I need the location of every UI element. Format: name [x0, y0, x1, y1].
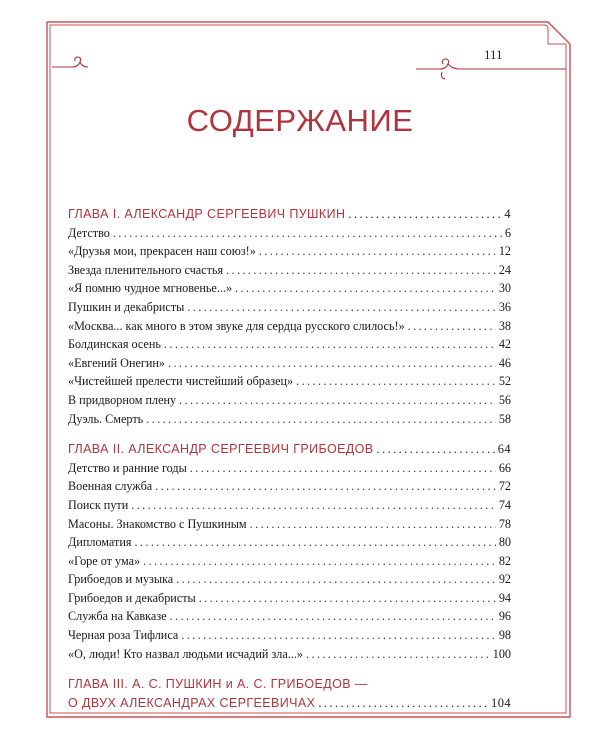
leader-dots	[146, 410, 496, 429]
toc-entry[interactable]	[68, 459, 511, 478]
leader-dots	[170, 607, 496, 626]
chapter-page: 64	[497, 442, 511, 457]
entry-label: «Москва... как много в этом звуке для сердца русского слилось!»	[68, 318, 405, 333]
entry-label: Военная служба	[68, 479, 153, 494]
entry-label: В придворном плену	[68, 392, 177, 407]
toc-entry[interactable]	[68, 552, 511, 571]
toc-chapter-2[interactable]	[68, 440, 511, 459]
entry-label: Грибоедов и музыка	[68, 572, 174, 587]
toc-entry[interactable]	[68, 335, 511, 354]
leader-dots	[235, 279, 496, 298]
entry-label: Пушкин и декабристы	[68, 299, 185, 314]
entry-page: 74	[498, 497, 511, 512]
section-gap	[68, 428, 511, 440]
leader-dots	[181, 626, 496, 645]
toc-entry[interactable]	[68, 242, 511, 261]
entry-page: 38	[498, 318, 511, 333]
leader-dots	[187, 298, 495, 317]
entry-page: 96	[498, 609, 511, 624]
table-of-contents	[68, 205, 511, 712]
entry-label: Дипломатия	[68, 535, 132, 550]
entry-label: «Я помню чудное мгновенье...»	[68, 281, 233, 296]
entry-label: «Евгений Онегин»	[68, 355, 166, 370]
leader-dots	[259, 242, 496, 261]
entry-page: 36	[498, 299, 511, 314]
entry-page: 82	[498, 553, 511, 568]
chapter-page: 4	[504, 207, 511, 221]
entry-page: 80	[498, 535, 511, 550]
entry-page: 24	[498, 262, 511, 277]
entry-page: 46	[498, 355, 511, 370]
entry-label: Масоны. Знакомство с Пушкиным	[68, 516, 247, 531]
toc-chapter-1[interactable]	[68, 205, 511, 224]
leader-dots	[143, 552, 496, 571]
toc-entry[interactable]	[68, 645, 511, 664]
chapter-title-line2: О ДВУХ АЛЕКСАНДРАХ СЕРГЕЕВИЧАХ	[68, 695, 316, 710]
entry-page: 92	[498, 572, 511, 587]
toc-entry[interactable]	[68, 354, 511, 373]
entry-label: Поиск пути	[68, 497, 129, 512]
chapter-title-line1: ГЛАВА III. А. С. ПУШКИН и А. С. ГРИБОЕДОВ —	[68, 677, 368, 692]
leader-dots	[296, 372, 496, 391]
toc-entry[interactable]	[68, 224, 511, 243]
page-number: 111	[484, 47, 503, 62]
toc-entry[interactable]	[68, 372, 511, 391]
toc-entry[interactable]	[68, 589, 511, 608]
entry-page: 72	[498, 479, 511, 494]
leader-dots	[134, 533, 495, 552]
entry-page: 66	[498, 460, 511, 475]
entry-page: 42	[498, 337, 511, 352]
leader-dots	[113, 224, 502, 243]
entry-page: 6	[504, 225, 511, 240]
entry-label: Черная роза Тифлиса	[68, 628, 179, 643]
leader-dots	[199, 589, 496, 608]
leader-dots	[131, 496, 496, 515]
entry-label: «О, люди! Кто назвал людьми исчадий зла...»	[68, 646, 304, 661]
entry-page: 100	[492, 646, 511, 661]
leader-dots	[168, 354, 496, 373]
toc-entry[interactable]	[68, 626, 511, 645]
entry-page: 30	[498, 281, 511, 296]
toc-entry[interactable]	[68, 410, 511, 429]
section-gap	[68, 663, 511, 675]
chapter-title: ГЛАВА I. АЛЕКСАНДР СЕРГЕЕВИЧ ПУШКИН	[68, 207, 346, 221]
toc-entry[interactable]	[68, 261, 511, 280]
entry-page: 52	[498, 374, 511, 389]
toc-chapter-3-line2[interactable]	[68, 694, 511, 713]
entry-label: Детство	[68, 225, 110, 240]
entry-page: 94	[498, 590, 511, 605]
entry-label: «Друзья мои, прекрасен наш союз!»	[68, 244, 256, 259]
entry-label: Болдинская осень	[68, 337, 161, 352]
entry-page: 98	[498, 628, 511, 643]
chapter-title: ГЛАВА II. АЛЕКСАНДР СЕРГЕЕВИЧ ГРИБОЕДОВ	[68, 442, 374, 457]
page-title: СОДЕРЖАНИЕ	[186, 103, 414, 138]
toc-entry[interactable]	[68, 533, 511, 552]
leader-dots	[318, 694, 488, 713]
entry-page: 12	[498, 244, 511, 259]
leader-dots	[190, 459, 496, 478]
entry-page: 58	[498, 411, 511, 426]
toc-chapter-3-line1[interactable]	[68, 675, 511, 694]
leader-dots	[348, 205, 501, 224]
leader-dots	[250, 515, 496, 534]
entry-page: 56	[498, 392, 511, 407]
leader-dots	[176, 570, 496, 589]
toc-entry[interactable]	[68, 496, 511, 515]
toc-entry[interactable]	[68, 607, 511, 626]
toc-entry[interactable]	[68, 570, 511, 589]
leader-dots	[408, 317, 496, 336]
entry-label: Дуэль. Смерть	[68, 411, 144, 426]
left-ornament-icon	[52, 57, 88, 67]
toc-entry[interactable]	[68, 391, 511, 410]
toc-entry[interactable]	[68, 279, 511, 298]
leader-dots	[377, 440, 495, 459]
leader-dots	[306, 645, 490, 664]
toc-entry[interactable]	[68, 317, 511, 336]
leader-dots	[155, 477, 496, 496]
entry-label: Звезда пленительного счастья	[68, 262, 224, 277]
leader-dots	[164, 335, 496, 354]
chapter-page: 104	[491, 695, 511, 710]
entry-page: 78	[498, 516, 511, 531]
entry-label: Грибоедов и декабристы	[68, 590, 196, 605]
toc-entry[interactable]	[68, 515, 511, 534]
entry-label: Детство и ранние годы	[68, 460, 187, 475]
entry-label: «Чистейшей прелести чистейший образец»	[68, 374, 294, 389]
entry-label: «Горе от ума»	[68, 553, 141, 568]
toc-entry[interactable]	[68, 298, 511, 317]
entry-label: Служба на Кавказе	[68, 609, 167, 624]
leader-dots	[226, 261, 496, 280]
leader-dots	[179, 391, 496, 410]
toc-entry[interactable]	[68, 477, 511, 496]
